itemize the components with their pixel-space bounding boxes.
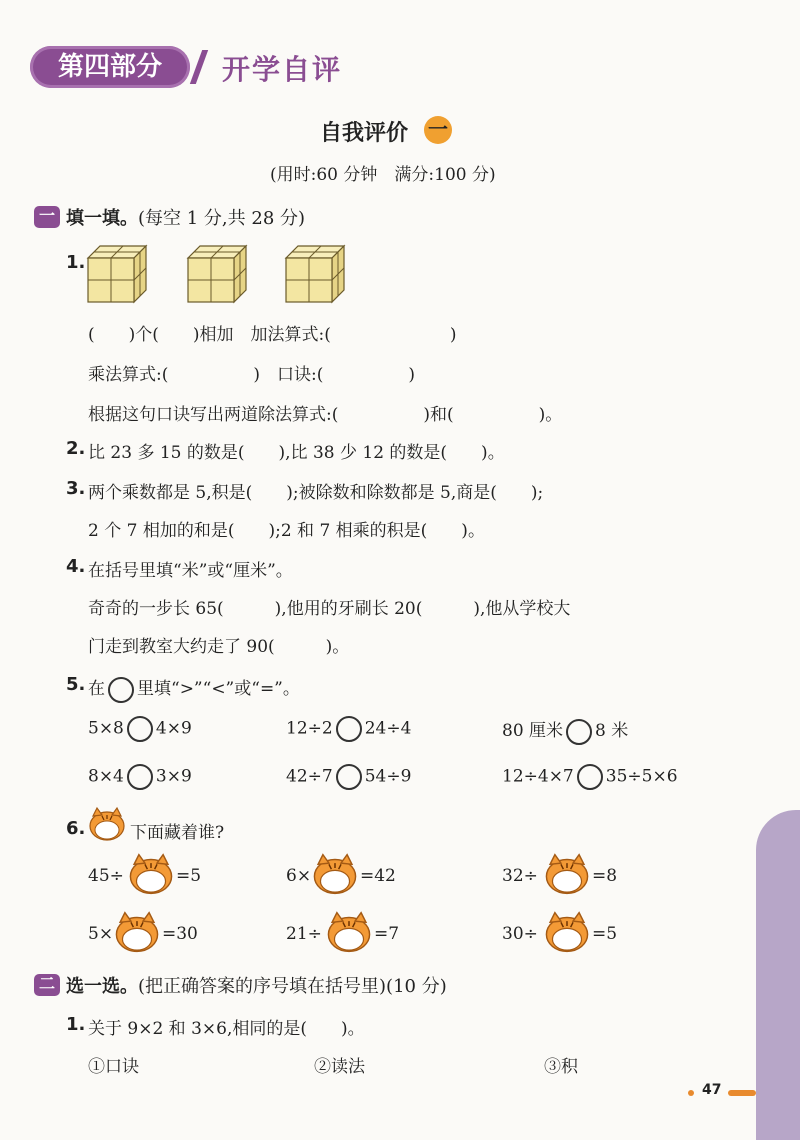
section-title-text: 填一填。 [66,208,138,229]
tiger-face-icon [114,910,160,954]
hidden-equation: 30÷ [502,924,538,944]
tiger-face-icon [128,852,174,896]
tiger-face-icon [88,806,126,842]
compare-circle[interactable] [127,716,153,742]
equation-result: =7 [374,924,400,944]
tiger-face-icon [312,852,358,896]
circle-blank-icon [108,677,134,703]
equation-result: =5 [176,866,202,886]
hidden-equation: 45÷ [88,866,124,886]
q1-line3: 根据这句口诀写出两道除法算式:( )和( )。 [88,405,563,425]
cube-stack-icon [186,244,248,304]
option-1[interactable]: ①口诀 [88,1057,139,1077]
option-2[interactable]: ②读法 [314,1057,365,1077]
question-number: 1. [66,1014,86,1035]
side-tab [756,810,800,1140]
q4-line3: 门走到教室大约走了 90( )。 [88,637,350,657]
compare-circle[interactable] [336,764,362,790]
equation-result: =8 [592,866,618,886]
q3-line2: 2 个 7 相加的和是( );2 和 7 相乘的积是( )。 [88,521,485,541]
question-number: 3. [66,478,86,499]
question-number: 5. [66,674,86,695]
compare-circle[interactable] [577,764,603,790]
compare-circle[interactable] [127,764,153,790]
compare-item: 5×8 4×9 [88,716,192,742]
time-score-note: (用时:60 分钟 满分:100 分) [270,165,496,185]
part-name: 开学自评 [222,53,343,86]
equation-result: =5 [592,924,618,944]
section-tag-2: 二 [34,974,60,996]
part-badge: 第四部分 [30,46,190,88]
header-divider [190,50,208,84]
hidden-equation: 6× [286,866,312,886]
page-bar [728,1090,756,1096]
q5-intro-a: 在 [88,679,105,699]
cube-stack-icon [86,244,148,304]
section-note: (把正确答案的序号填在括号里)(10 分) [138,976,447,997]
page-number: 47 [702,1082,722,1098]
equation-result: =30 [162,924,198,944]
equation-result: =42 [360,866,396,886]
hidden-equation: 5× [88,924,114,944]
cube-stack-icon [284,244,346,304]
section-title-2 [66,972,447,998]
compare-item: 8×4 3×9 [88,764,192,790]
hidden-equation: 21÷ [286,924,322,944]
q6-intro: 下面藏着谁? [130,823,225,843]
q2-text: 比 23 多 15 的数是( ),比 38 少 12 的数是( )。 [88,443,505,463]
compare-circle[interactable] [566,719,592,745]
page-dot [688,1090,694,1096]
page-title: 自我评价 [320,121,409,146]
section-title-text: 选一选。 [66,976,138,997]
q4-line1: 在括号里填“米”或“厘米”。 [88,561,293,581]
compare-item: 80 厘米 8 米 [502,716,628,745]
question-number: 1. [66,252,86,273]
compare-item: 42÷7 54÷9 [286,764,411,790]
compare-circle[interactable] [336,716,362,742]
question-number: 2. [66,438,86,459]
tiger-face-icon [326,910,372,954]
question-number: 6. [66,818,86,839]
q5-intro-b: 里填“>”“<”或“=”。 [137,679,300,699]
section-title-1 [66,204,305,230]
q4-line2: 奇奇的一步长 65( ),他用的牙刷长 20( ),他从学校大 [88,599,571,619]
q3-line1: 两个乘数都是 5,积是( );被除数和除数都是 5,商是( ); [88,483,544,503]
title-number-badge: 一 [424,116,452,144]
s2-q1-text: 关于 9×2 和 3×6,相同的是( )。 [88,1019,365,1039]
compare-item: 12÷4×7 35÷5×6 [502,764,678,790]
section-note: (每空 1 分,共 28 分) [138,208,306,229]
q5-intro [88,674,300,703]
tiger-face-icon [544,910,590,954]
question-number: 4. [66,556,86,577]
q1-line2: 乘法算式:( ) 口诀:( ) [88,365,415,385]
tiger-face-icon [544,852,590,896]
section-tag-1: 一 [34,206,60,228]
compare-item: 12÷2 24÷4 [286,716,411,742]
hidden-equation: 32÷ [502,866,538,886]
q1-line1: ( )个( )相加 加法算式:( ) [88,325,457,345]
option-3[interactable]: ③积 [544,1057,578,1077]
